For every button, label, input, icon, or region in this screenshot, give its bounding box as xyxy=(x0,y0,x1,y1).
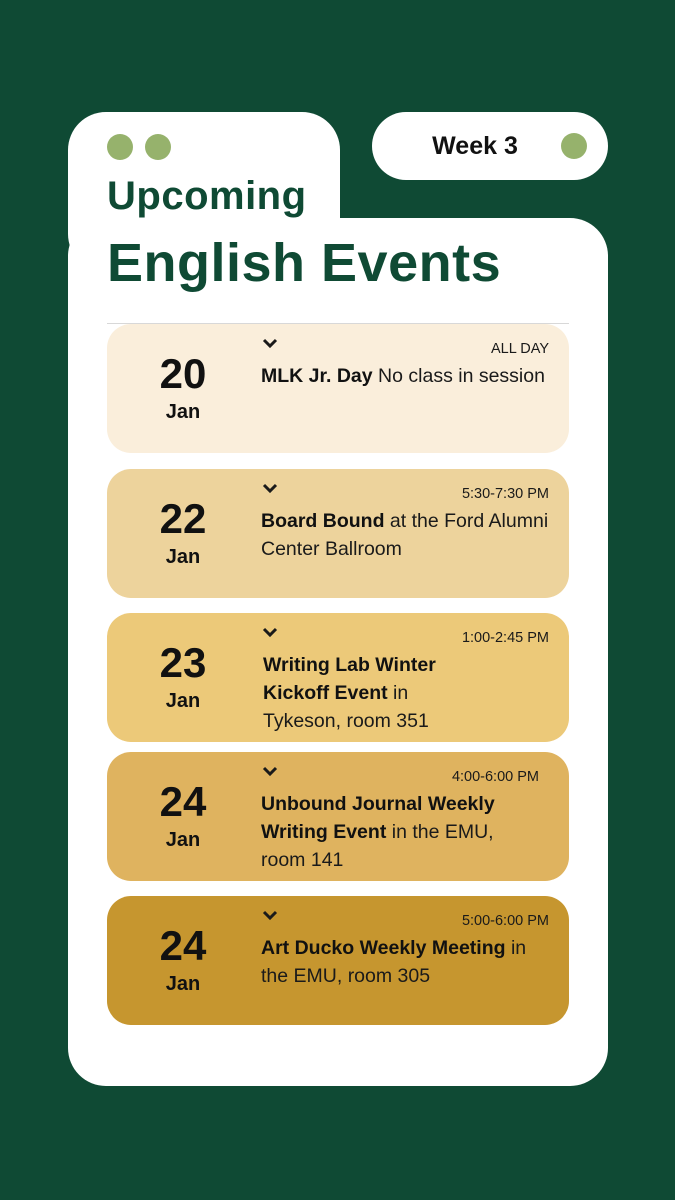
event-month: Jan xyxy=(165,829,201,851)
event-description xyxy=(263,651,483,735)
window-dot-2 xyxy=(145,134,171,160)
event-title: Art Ducko Weekly Meeting xyxy=(261,937,506,959)
event-time: 5:30-7:30 PM xyxy=(461,486,549,502)
event-time: 5:00-6:00 PM xyxy=(461,913,549,929)
week-dot xyxy=(561,133,587,159)
event-row[interactable] xyxy=(107,896,569,1025)
event-description xyxy=(261,507,553,563)
chevron-down-icon[interactable] xyxy=(261,625,279,639)
event-row[interactable] xyxy=(107,613,569,742)
event-day: 20 xyxy=(159,350,207,397)
page-title-line1: Upcoming xyxy=(107,174,307,218)
event-row[interactable] xyxy=(107,469,569,598)
event-title: MLK Jr. Day xyxy=(261,365,373,387)
page-title-line2: English Events xyxy=(107,233,502,293)
event-day: 24 xyxy=(159,778,207,825)
event-time: 1:00-2:45 PM xyxy=(461,630,549,646)
event-day: 24 xyxy=(159,922,207,969)
event-row[interactable] xyxy=(107,324,569,453)
event-details: in the EMU, room 141 xyxy=(261,821,494,871)
event-month: Jan xyxy=(165,546,201,568)
event-details: No class in session xyxy=(378,365,545,387)
event-month: Jan xyxy=(165,973,201,995)
event-time: 4:00-6:00 PM xyxy=(451,769,539,785)
chevron-down-icon[interactable] xyxy=(261,908,279,922)
week-label: Week 3 xyxy=(432,132,518,160)
event-description xyxy=(261,934,553,990)
event-month: Jan xyxy=(165,401,201,423)
window-dot-1 xyxy=(107,134,133,160)
event-day: 23 xyxy=(159,639,207,686)
event-row[interactable] xyxy=(107,752,569,881)
event-title: Board Bound xyxy=(261,510,385,532)
event-time: ALL DAY xyxy=(490,341,549,357)
event-title: Unbound Journal Weekly Writing Event xyxy=(261,793,495,843)
event-title: Writing Lab Winter Kickoff Event xyxy=(263,654,436,704)
event-description xyxy=(261,362,553,390)
event-details: in Tykeson, room 351 xyxy=(263,682,429,732)
event-day: 22 xyxy=(159,495,207,542)
event-month: Jan xyxy=(165,690,201,712)
chevron-down-icon[interactable] xyxy=(261,481,279,495)
event-details: at the Ford Alumni Center Ballroom xyxy=(261,510,549,560)
chevron-down-icon[interactable] xyxy=(261,764,279,778)
event-description xyxy=(261,790,541,874)
week-pill xyxy=(372,112,608,180)
chevron-down-icon[interactable] xyxy=(261,336,279,350)
event-details: in the EMU, room 305 xyxy=(261,937,527,987)
